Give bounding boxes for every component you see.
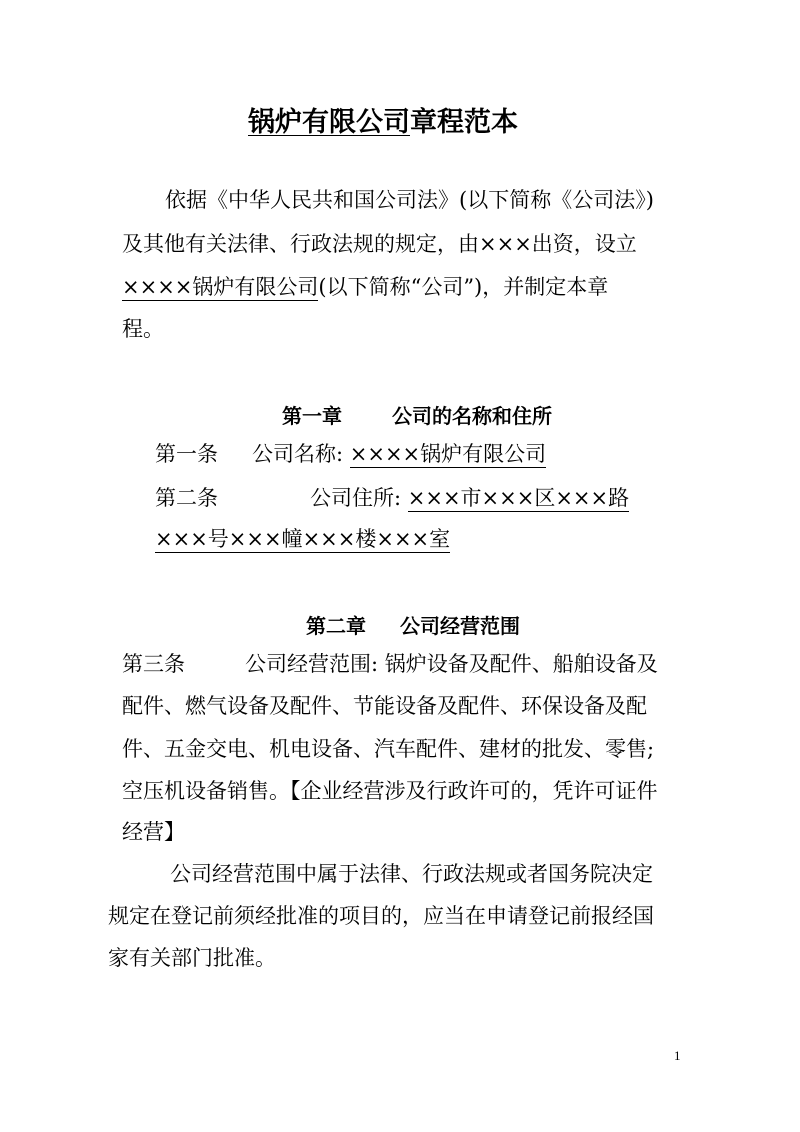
article-3-line-1-rest: 锅炉设备及配件、船舶设备及 <box>384 652 658 676</box>
title-rest: 章程范本 <box>410 107 518 138</box>
article-1-field: 公司名称: <box>252 442 344 466</box>
article-1-value: ××××锅炉有限公司 <box>349 442 547 466</box>
article-3-line-4: 空压机设备销售。【企业经营涉及行政许可的，凭许可证件 <box>122 779 658 803</box>
scope-note-line-3: 家有关部门批准。 <box>108 946 276 970</box>
article-3-line-5: 经营】 <box>122 820 185 844</box>
company-name-underlined: ××××锅炉有限公司 <box>122 275 319 299</box>
article-1-label: 第一条 <box>155 442 218 466</box>
chapter-2-heading <box>306 610 520 639</box>
preamble-line-3-rest: (以下简称“公司”)，并制定本章 <box>318 275 609 299</box>
preamble-line-1: 依据《中华人民共和国公司法》(以下简称《公司法》) <box>165 188 654 212</box>
chapter-2-title: 公司经营范围 <box>400 614 520 638</box>
article-2-label: 第二条 <box>155 486 218 510</box>
preamble-line-2: 及其他有关法律、行政法规的规定，由×××出资，设立 <box>122 232 637 256</box>
preamble-line-4: 程。 <box>122 317 164 341</box>
title-underlined-part: 锅炉有限公司 <box>248 107 410 138</box>
chapter-1-heading <box>282 400 552 429</box>
article-2-value-line-1: ×××市×××区×××路 <box>407 486 630 510</box>
article-3-line-1 <box>122 650 658 678</box>
article-1 <box>155 440 546 468</box>
article-2 <box>155 484 629 512</box>
article-2-field: 公司住所: <box>310 486 402 510</box>
chapter-2-number: 第二章 <box>306 614 366 638</box>
scope-note-line-2: 规定在登记前须经批准的项目的，应当在申请登记前报经国 <box>108 904 654 928</box>
article-3-label: 第三条 <box>122 652 185 676</box>
chapter-1-number: 第一章 <box>282 404 342 428</box>
page-number: 1 <box>674 1048 681 1063</box>
article-3-line-3: 件、五金交电、机电设备、汽车配件、建材的批发、零售; <box>122 737 655 761</box>
article-3-field: 公司经营范围: <box>245 652 379 676</box>
article-3-line-2: 配件、燃气设备及配件、节能设备及配件、环保设备及配 <box>122 694 647 718</box>
document-title <box>248 100 518 139</box>
preamble-line-3 <box>122 273 608 301</box>
scope-note-line-1: 公司经营范围中属于法律、行政法规或者国务院决定 <box>170 862 653 886</box>
chapter-1-title: 公司的名称和住所 <box>392 404 552 428</box>
article-2-continued <box>155 525 450 553</box>
article-2-value-line-2: ×××号×××幢×××楼×××室 <box>155 527 451 551</box>
